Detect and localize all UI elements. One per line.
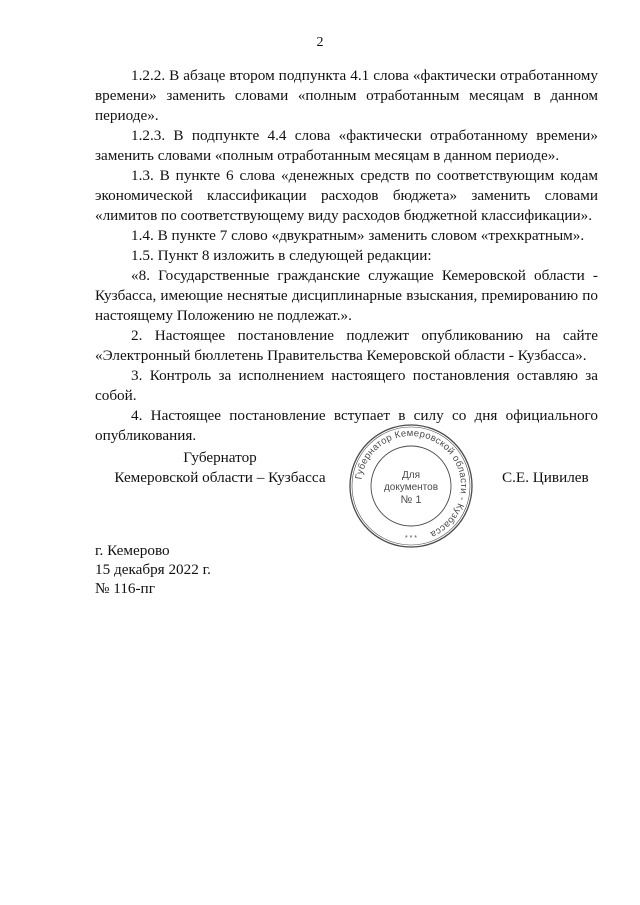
seal-stars: * * *	[404, 535, 418, 542]
city: г. Кемерово	[95, 542, 170, 559]
document-body	[95, 66, 598, 446]
document-number: № 116-пг	[95, 580, 155, 597]
page-number: 2	[316, 35, 324, 50]
seal-center-line2: документов	[383, 482, 439, 493]
paragraph-1-2-2: 1.2.2. В абзаце втором подпункта 4.1 слова «фактически отработанному времени» заменить словами «полным отработанным месяцам в данном периоде».	[95, 67, 598, 124]
signatory-title-line2: Кемеровской области – Кузбасса	[114, 469, 326, 486]
signatory-name: С.Е. Цивилев	[502, 469, 589, 486]
paragraph-1-5: 1.5. Пункт 8 изложить в следующей редакции:	[131, 247, 432, 264]
paragraph-2: 2. Настоящее постановление подлежит опубликованию на сайте «Электронный бюллетень Правительства Кемеровской области - Кузбасса».	[95, 327, 598, 364]
document-date: 15 декабря 2022 г.	[95, 561, 211, 578]
paragraph-3: 3. Контроль за исполнением настоящего постановления оставляю за собой.	[95, 367, 598, 404]
official-seal	[347, 422, 475, 550]
seal-center-line1: Для	[401, 470, 421, 481]
place-date-block	[95, 541, 211, 598]
paragraph-1-2-3: 1.2.3. В подпункте 4.4 слова «фактически отработанному времени» заменить словами «полным отработанным месяцам в данном периоде».	[95, 127, 598, 164]
paragraph-1-4: 1.4. В пункте 7 слово «двукратным» заменить словом «трехкратным».	[131, 227, 585, 244]
signatory-title	[105, 448, 335, 488]
paragraph-4: 4. Настоящее постановление вступает в силу со дня официального опубликования.	[95, 407, 598, 444]
seal-center-line3: № 1	[400, 494, 422, 506]
paragraph-quote-8: «8. Государственные гражданские служащие Кемеровской области - Кузбасса, имеющие неснятые дисциплинарные взыскания, премированию по настоящему Положению не подлежат.».	[95, 267, 598, 324]
paragraph-1-3: 1.3. В пункте 6 слова «денежных средств по соответствующим кодам экономической классификации расходов бюджета» заменить словами «лимитов по соответствующему виду расходов бюджетной классификации».	[95, 167, 598, 224]
seal-ring-text: Губернатор Кемеровской области - Кузбасса	[353, 427, 470, 540]
signatory-title-line1: Губернатор	[183, 449, 257, 466]
